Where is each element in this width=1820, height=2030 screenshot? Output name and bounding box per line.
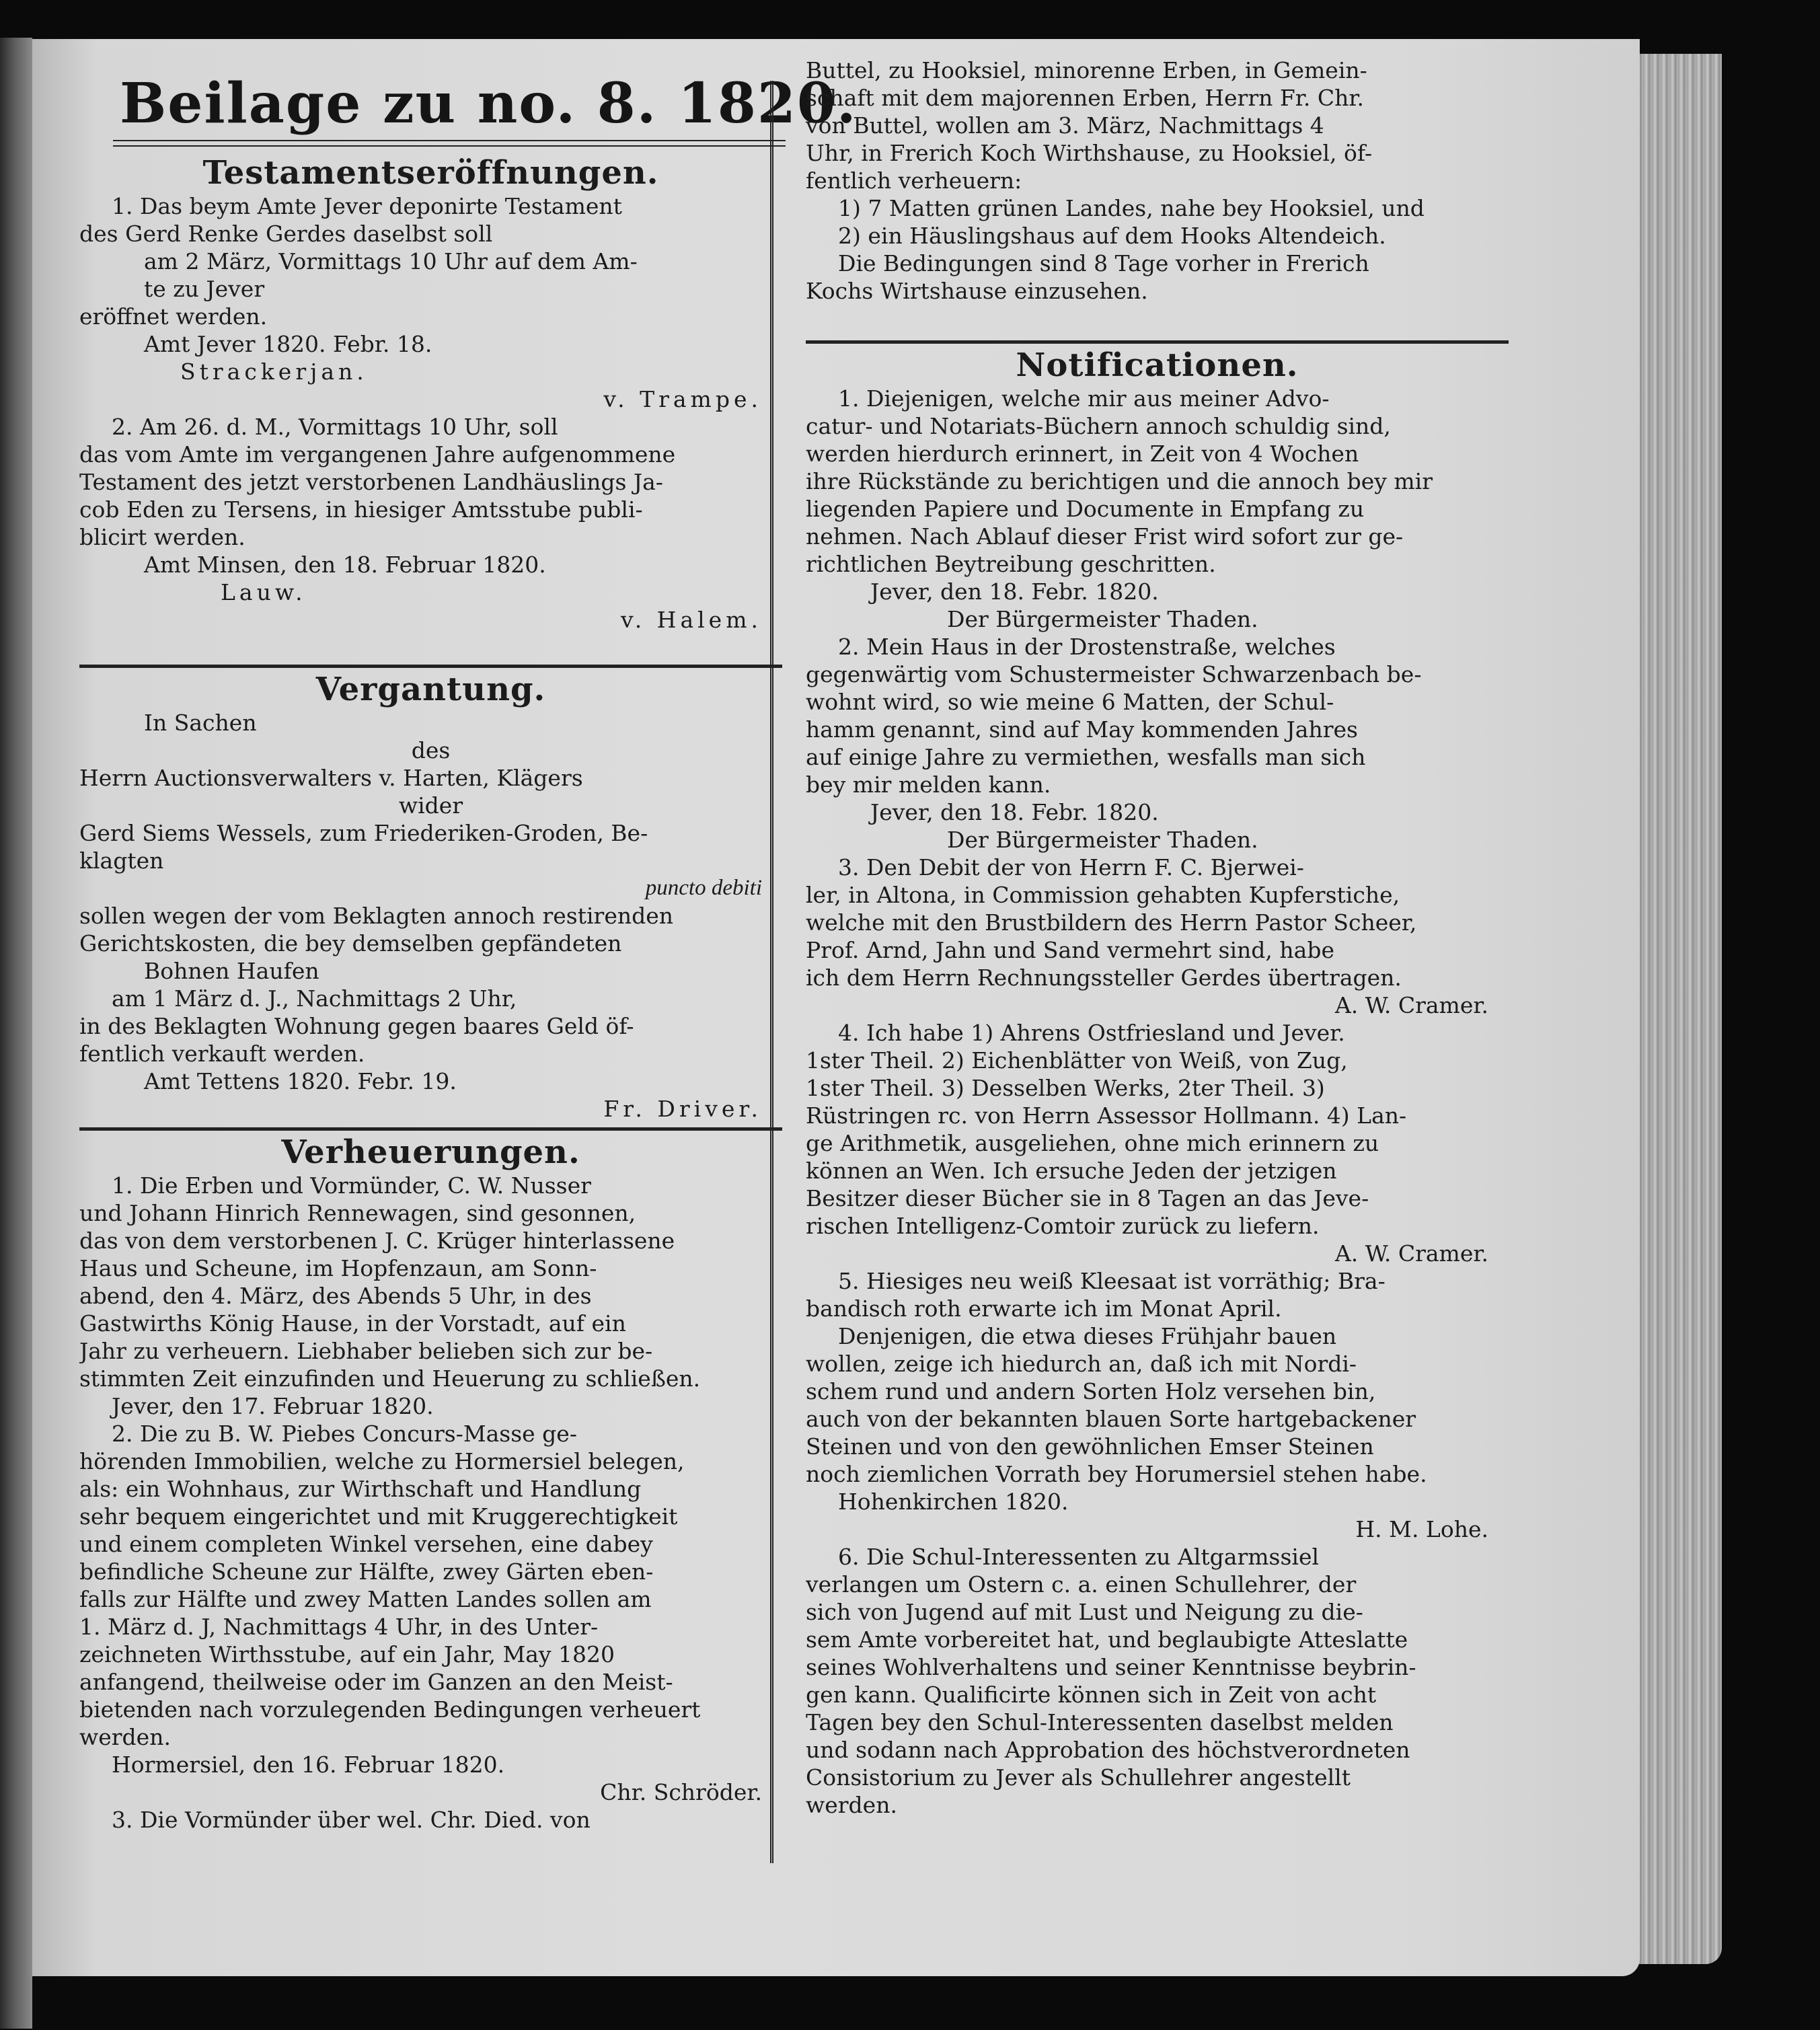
text-line: falls zur Hälfte und zwey Matten Landes sollen am bbox=[79, 1586, 652, 1612]
text-line: puncto debiti bbox=[645, 876, 762, 900]
text-line: Haus und Scheune, im Hopfenzaun, am Sonn- bbox=[79, 1255, 597, 1281]
signature: Der Bürgermeister Thaden. bbox=[947, 827, 1258, 853]
text-line: fentlich verheuern: bbox=[806, 167, 1022, 194]
date-line: Hormersiel, den 16. Februar 1820. bbox=[112, 1752, 505, 1778]
text-line: das vom Amte im vergangenen Jahre aufgenommene bbox=[79, 441, 676, 467]
text-line: befindliche Scheune zur Hälfte, zwey Gärten eben- bbox=[79, 1558, 654, 1585]
signature: v. Halem. bbox=[620, 607, 762, 633]
text-line: am 2 März, Vormittags 10 Uhr auf dem Am- bbox=[144, 248, 638, 274]
text-line: das von dem verstorbenen J. C. Krüger hinterlassene bbox=[79, 1228, 675, 1254]
text-line: Denjenigen, die etwa dieses Frühjahr bauen bbox=[838, 1323, 1337, 1349]
text-line: zeichneten Wirthsstube, auf ein Jahr, May 1820 bbox=[79, 1641, 615, 1667]
signature: Chr. Schröder. bbox=[600, 1779, 762, 1805]
text-line: werden. bbox=[806, 1792, 897, 1818]
text-line: auf einige Jahre zu vermiethen, wesfalls man sich bbox=[806, 744, 1366, 770]
section-rule bbox=[806, 340, 1509, 344]
signature: Strackerjan. bbox=[180, 359, 368, 385]
section-vergantung bbox=[79, 671, 782, 1123]
text-line: 1. März d. J, Nachmittags 4 Uhr, in des Unter- bbox=[79, 1614, 599, 1640]
section-title-vergantung: Vergantung. bbox=[315, 671, 546, 708]
text-line: Bohnen Haufen bbox=[144, 958, 319, 984]
date-line: Jever, den 17. Februar 1820. bbox=[112, 1393, 434, 1419]
section-title-verheuerungen: Verheuerungen. bbox=[281, 1133, 580, 1171]
signature: A. W. Cramer. bbox=[1334, 992, 1488, 1018]
text-line: ge Arithmetik, ausgeliehen, ohne mich erinnern zu bbox=[806, 1130, 1379, 1156]
text-line: nehmen. Nach Ablauf dieser Frist wird sofort zur ge- bbox=[806, 523, 1404, 550]
list-item: 2) ein Häuslingshaus auf dem Hooks Altendeich. bbox=[838, 223, 1386, 249]
text-line: sehr bequem eingerichtet und mit Kruggerechtigkeit bbox=[79, 1503, 678, 1530]
text-line: 4. Ich habe 1) Ahrens Ostfriesland und Jever. bbox=[838, 1020, 1345, 1046]
text-line: Tagen bey den Schul-Interessenten daselbst melden bbox=[806, 1709, 1394, 1735]
text-line: Besitzer dieser Bücher sie in 8 Tagen an das Jeve- bbox=[806, 1185, 1369, 1211]
date-line: Amt Tettens 1820. Febr. 19. bbox=[144, 1068, 457, 1094]
text-line: hamm genannt, sind auf May kommenden Jahres bbox=[806, 716, 1358, 743]
text-line: 5. Hiesiges neu weiß Kleesaat ist vorräthig; Bra- bbox=[838, 1268, 1386, 1294]
text-line: schem rund und andern Sorten Holz versehen bin, bbox=[806, 1378, 1376, 1404]
text-line: des bbox=[411, 737, 451, 763]
text-line: 1. Die Erben und Vormünder, C. W. Nusser bbox=[112, 1172, 591, 1199]
text-line: te zu Jever bbox=[144, 276, 265, 302]
date-line: Amt Jever 1820. Febr. 18. bbox=[144, 331, 432, 357]
text-line: ihre Rückstände zu berichtigen und die annoch bey mir bbox=[806, 468, 1433, 494]
section-rule bbox=[79, 1127, 782, 1131]
text-line: Jahr zu verheuern. Liebhaber belieben sich zur be- bbox=[79, 1338, 653, 1364]
text-line: bandisch roth erwarte ich im Monat April. bbox=[806, 1295, 1282, 1322]
text-line: eröffnet werden. bbox=[79, 303, 268, 330]
date-line: Jever, den 18. Febr. 1820. bbox=[870, 799, 1159, 825]
date-line: Amt Minsen, den 18. Februar 1820. bbox=[144, 552, 546, 578]
text-line: hörenden Immobilien, welche zu Hormersiel belegen, bbox=[79, 1448, 685, 1474]
text-line: am 1 März d. J., Nachmittags 2 Uhr, bbox=[112, 985, 517, 1012]
text-line: wider bbox=[398, 792, 463, 819]
text-line: wohnt wird, so wie meine 6 Matten, der Schul- bbox=[806, 689, 1334, 715]
text-line: seines Wohlverhaltens und seiner Kenntnisse beybrin- bbox=[806, 1654, 1416, 1680]
text-line: Gastwirths König Hause, in der Vorstadt, auf ein bbox=[79, 1310, 626, 1337]
newspaper-page bbox=[32, 39, 1640, 1976]
text-line: werden. bbox=[79, 1724, 171, 1750]
text-line: wollen, zeige ich hiedurch an, daß ich mit Nordi- bbox=[806, 1351, 1357, 1377]
text-line: des Gerd Renke Gerdes daselbst soll bbox=[79, 221, 493, 247]
text-line: bietenden nach vorzulegenden Bedingungen verheuert bbox=[79, 1696, 701, 1723]
signature: Lauw. bbox=[221, 579, 307, 605]
facing-page-edge bbox=[0, 38, 32, 2029]
text-line: noch ziemlichen Vorrath bey Horumersiel stehen habe. bbox=[806, 1461, 1427, 1487]
text-line: gegenwärtig vom Schustermeister Schwarzenbach be- bbox=[806, 661, 1422, 687]
text-line: Gerd Siems Wessels, zum Friederiken-Groden, Be- bbox=[79, 820, 648, 846]
text-line: Testament des jetzt verstorbenen Landhäuslings Ja- bbox=[79, 469, 663, 495]
text-line: stimmten Zeit einzufinden und Heuerung zu schließen. bbox=[79, 1365, 701, 1392]
text-line: 1. Das beym Amte Jever deponirte Testament bbox=[112, 193, 622, 219]
text-line: schaft mit dem majorennen Erben, Herrn Fr. Chr. bbox=[806, 85, 1365, 111]
masthead-title: Beilage zu no. 8. 1820. bbox=[120, 71, 858, 136]
text-line: 2. Die zu B. W. Piebes Concurs-Masse ge- bbox=[112, 1421, 577, 1447]
text-line: und einem completen Winkel versehen, eine dabey bbox=[79, 1531, 653, 1557]
text-line: welche mit den Brustbildern des Herrn Pastor Scheer, bbox=[806, 909, 1417, 936]
text-line: Steinen und von den gewöhnlichen Emser Steinen bbox=[806, 1433, 1374, 1460]
section-title-testament: Testamentseröffnungen. bbox=[202, 154, 659, 192]
text-line: werden hierdurch erinnert, in Zeit von 4 Wochen bbox=[806, 441, 1359, 467]
signature: v. Trampe. bbox=[603, 386, 762, 412]
text-line: können an Wen. Ich ersuche Jeden der jetzigen bbox=[806, 1158, 1337, 1184]
text-line: und sodann nach Approbation des höchstverordneten bbox=[806, 1737, 1410, 1763]
section-title-notificationen: Notificationen. bbox=[1016, 346, 1299, 384]
signature: H. M. Lohe. bbox=[1355, 1516, 1488, 1542]
section-testament bbox=[79, 155, 782, 634]
text-line: rischen Intelligenz-Comtoir zurück zu liefern. bbox=[806, 1213, 1320, 1239]
section-rule bbox=[79, 665, 782, 668]
text-line: catur- und Notariats-Büchern annoch schuldig sind, bbox=[806, 413, 1391, 439]
text-line: als: ein Wohnhaus, zur Wirthschaft und Handlung bbox=[79, 1476, 642, 1502]
text-line: Gerichtskosten, die bey demselben gepfändeten bbox=[79, 930, 622, 956]
text-line: Uhr, in Frerich Koch Wirthshause, zu Hooksiel, öf- bbox=[806, 140, 1373, 166]
text-line: fentlich verkauft werden. bbox=[79, 1041, 365, 1067]
text-line: sich von Jugend auf mit Lust und Neigung zu die- bbox=[806, 1599, 1363, 1625]
text-line: liegenden Papiere und Documente in Empfang zu bbox=[806, 496, 1365, 522]
text-line: 2. Am 26. d. M., Vormittags 10 Uhr, soll bbox=[112, 414, 558, 440]
date-line: Jever, den 18. Febr. 1820. bbox=[870, 578, 1159, 605]
list-item: 1) 7 Matten grünen Landes, nahe bey Hooksiel, und bbox=[838, 195, 1425, 221]
text-line: Prof. Arnd, Jahn und Sand vermehrt sind, habe bbox=[806, 937, 1334, 963]
text-line: 1ster Theil. 2) Eichenblätter von Weiß, von Zug, bbox=[806, 1047, 1348, 1074]
text-line: ler, in Altona, in Commission gehabten Kupferstiche, bbox=[806, 882, 1400, 908]
text-line: cob Eden zu Tersens, in hiesiger Amtsstube publi- bbox=[79, 496, 643, 523]
signature: Fr. Driver. bbox=[603, 1096, 762, 1122]
masthead-rule bbox=[113, 140, 786, 147]
text-line: 3. Den Debit der von Herrn F. C. Bjerwei- bbox=[838, 854, 1304, 880]
text-line: Herrn Auctionsverwalters v. Harten, Klägers bbox=[79, 765, 583, 791]
page-stack-edges bbox=[1634, 54, 1722, 1964]
section-verheuerungen bbox=[79, 1134, 782, 1834]
text-line: 2. Mein Haus in der Drostenstraße, welches bbox=[838, 634, 1336, 660]
text-line: verlangen um Ostern c. a. einen Schullehrer, der bbox=[806, 1571, 1357, 1597]
text-line: Rüstringen rc. von Herrn Assessor Hollmann. 4) Lan- bbox=[806, 1102, 1407, 1129]
text-line: 1ster Theil. 3) Desselben Werks, 2ter Theil. 3) bbox=[806, 1075, 1325, 1101]
text-line: Die Bedingungen sind 8 Tage vorher in Frerich bbox=[838, 250, 1369, 276]
text-line: bey mir melden kann. bbox=[806, 772, 1051, 798]
signature: Der Bürgermeister Thaden. bbox=[947, 606, 1258, 632]
text-line: 6. Die Schul-Interessenten zu Altgarmssiel bbox=[838, 1544, 1320, 1570]
text-line: Buttel, zu Hooksiel, minorenne Erben, in Gemein- bbox=[806, 57, 1367, 83]
text-line: in des Beklagten Wohnung gegen baares Geld öf- bbox=[79, 1013, 634, 1039]
text-line: klagten bbox=[79, 848, 164, 874]
section-notificationen bbox=[806, 347, 1509, 1819]
text-line: anfangend, theilweise oder im Ganzen an den Meist- bbox=[79, 1669, 673, 1695]
text-line: blicirt werden. bbox=[79, 524, 245, 550]
text-line: gen kann. Qualificirte können sich in Zeit von acht bbox=[806, 1682, 1377, 1708]
text-line: Consistorium zu Jever als Schullehrer angestellt bbox=[806, 1764, 1351, 1791]
section-continuation bbox=[806, 57, 1509, 305]
text-line: 3. Die Vormünder über wel. Chr. Died. von bbox=[112, 1807, 591, 1833]
text-line: von Buttel, wollen am 3. März, Nachmittags 4 bbox=[806, 112, 1324, 139]
text-line: In Sachen bbox=[144, 710, 257, 736]
text-line: abend, den 4. März, des Abends 5 Uhr, in des bbox=[79, 1283, 592, 1309]
text-line: und Johann Hinrich Rennewagen, sind gesonnen, bbox=[79, 1200, 636, 1226]
text-line: 1. Diejenigen, welche mir aus meiner Advo- bbox=[838, 385, 1330, 412]
text-line: sem Amte vorbereitet hat, und beglaubigte Atteslatte bbox=[806, 1626, 1408, 1653]
text-line: auch von der bekannten blauen Sorte hartgebackener bbox=[806, 1406, 1416, 1432]
text-line: richtlichen Beytreibung geschritten. bbox=[806, 551, 1216, 577]
signature: A. W. Cramer. bbox=[1334, 1240, 1488, 1267]
text-line: sollen wegen der vom Beklagten annoch restirenden bbox=[79, 903, 674, 929]
text-line: ich dem Herrn Rechnungssteller Gerdes übertragen. bbox=[806, 965, 1402, 991]
text-line: Kochs Wirtshause einzusehen. bbox=[806, 278, 1148, 304]
date-line: Hohenkirchen 1820. bbox=[838, 1489, 1069, 1515]
